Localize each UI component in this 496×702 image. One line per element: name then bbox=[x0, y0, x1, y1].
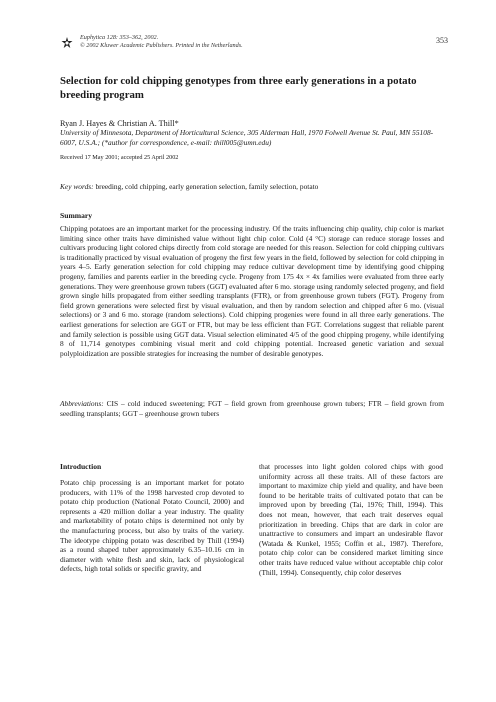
introduction-heading: Introduction bbox=[60, 462, 102, 471]
keywords-list: breeding, cold chipping, early generation selection, family selection, potato bbox=[95, 182, 319, 191]
abbreviations-text: CIS – cold induced sweetening; FGT – field grown from greenhouse grown tubers; FTR – field grown from seedling transplants; GGT – greenhouse grown tubers bbox=[60, 399, 444, 418]
copyright-notice: © 2002 Kluwer Academic Publishers. Printed in the Netherlands. bbox=[80, 42, 243, 49]
introduction-left-column: Potato chip processing is an important market for potato producers, with 11% of the 1998 harvested crop devoted to potato chip production (National Potato Council, 2000) and represents a 420 million dollar a year industry. The quality and marketability of potato chips is determined not only by the manufacturing process, but also by traits of the variety. The ideotype chipping potato was described by Thill (1994) as a round shaped tuber approximately 6.35–10.16 cm in diameter with white flesh and skin, lack of physiological defects, high total solids or specific gravity, and bbox=[60, 478, 244, 574]
publisher-logo-icon bbox=[60, 36, 74, 50]
running-header bbox=[60, 34, 448, 56]
article-title: Selection for cold chipping genotypes from three early generations in a potato breeding program bbox=[60, 75, 417, 101]
journal-info bbox=[80, 34, 243, 50]
keywords bbox=[60, 182, 445, 192]
abbreviations bbox=[60, 399, 444, 418]
page-number: 353 bbox=[436, 36, 448, 45]
journal-citation: Euphytica 128: 353–362, 2002. bbox=[80, 34, 159, 41]
summary-text: Chipping potatoes are an important market for the processing industry. Of the traits influencing chip quality, chip color is market limiting since other traits have diminished value without light chip color. Cold (4 °C) storage can reduce storage losses and cultivars producing light colored chips directly from cold storage are needed for this reason. Selection for cold chipping cultivars is traditionally practiced by visual evaluation of progeny the first few years in the field, followed by selection for cold chipping in years 4–5. Early generation selection for cold chipping may reduce cultivar development time by identifying good chipping progeny, families and parents earlier in the breeding cycle. Progeny from 175 4x × 4x families were evaluated from three early generations. They were greenhouse grown tubers (GGT) evaluated after 6 mo. storage using randomly selected progeny, and field grown single hills propagated from either seedling transplants (FTR), or from greenhouse grown tubers (FGT). Progeny from field grown generations were selected first by visual evaluation, and then by random selection and chipped after 6 mo. (visual selections) or 3 and 6 mo. storage (random selections). Cold chipping progenies were found in all three early generations. The earliest generations for selection are GGT or FTR, but may be less efficient than FGT. Correlations suggest that reliable parent and family selection is possible using GGT data. Visual selection eliminated 4/5 of the good chipping progeny, while identifying 8 of 11,714 genotypes combining visual merit and cold chipping potential. Increased genetic variation and sexual polyploidization are possible strategies for increasing the number of desirable genotypes. bbox=[60, 224, 444, 358]
summary-heading: Summary bbox=[60, 211, 93, 220]
introduction-right-column: that processes into light golden colored chips with good uniformity across all these traits. All of these factors are important to maximize chip yield and quality, and have been found to be heritable traits of cultivated potato that can be improved upon by breeding (Tai, 1976; Thill, 1994). This does not mean, however, that each trait deserves equal prioritization in breeding. Chips that are dark in color are unattractive to consumers and impart an undesirable flavor (Watada & Kunkel, 1955; Coffin et al., 1987). Therefore, potato chip color can be considered market limiting since other traits have reduced value without acceptable chip color (Thill, 1994). Consequently, chip color deserves bbox=[259, 462, 443, 577]
keywords-label: Key words: bbox=[60, 182, 94, 191]
received-dates: Received 17 May 2001; accepted 25 April 2002 bbox=[60, 154, 179, 161]
author-affiliation: University of Minnesota, Department of Horticultural Science, 305 Alderman Hall, 1970 Folwell Avenue St. Paul, MN 55108-6007, U.S.A.; (*author for correspondence, e-mail: thill005@umn.edu) bbox=[60, 128, 434, 147]
abbreviations-label: Abbreviations: bbox=[60, 399, 104, 408]
article-authors: Ryan J. Hayes & Christian A. Thill* bbox=[60, 119, 179, 128]
